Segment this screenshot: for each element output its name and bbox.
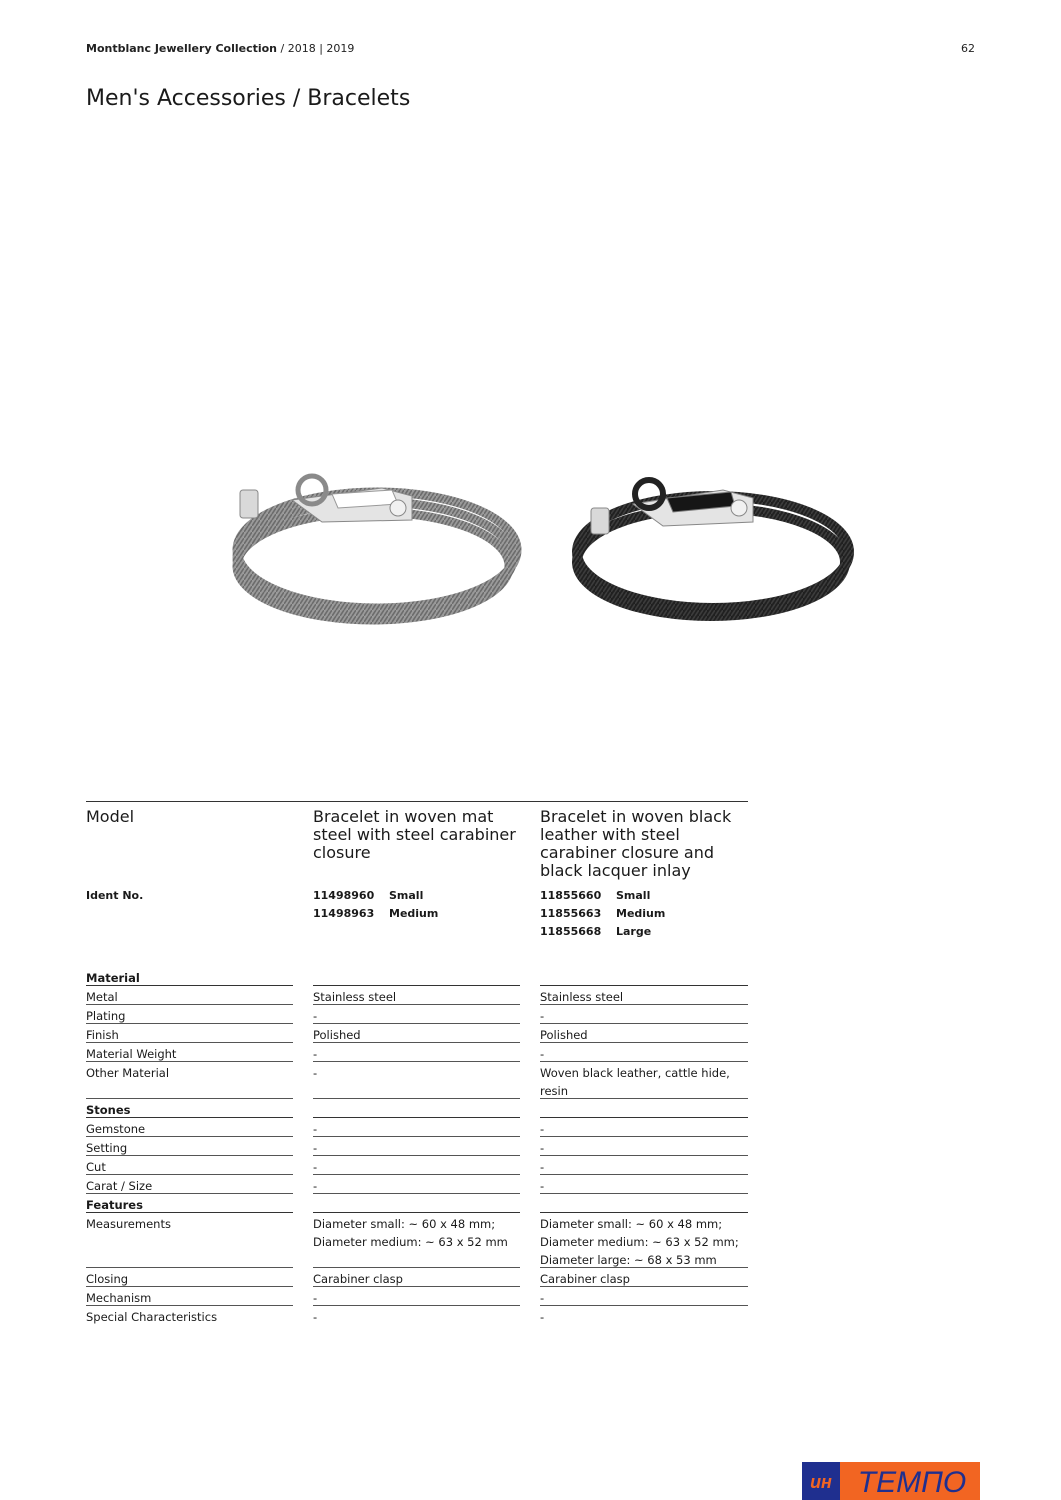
logo-prefix: ин xyxy=(810,1472,832,1492)
spec-label: Closing xyxy=(86,1268,293,1287)
spec-value-leather: - xyxy=(540,1310,545,1324)
ident-label: Ident No. xyxy=(86,889,144,902)
ident-size: Medium xyxy=(389,907,439,920)
model-name-steel: Bracelet in woven mat steel with steel carabiner closure xyxy=(313,807,516,862)
ident-entry xyxy=(540,905,748,923)
spec-value-leather: Woven black leather, cattle hide, resin xyxy=(540,1062,748,1099)
spec-label: Cut xyxy=(86,1156,293,1175)
ident-number: 11855663 xyxy=(540,907,602,920)
spec-label: Features xyxy=(86,1194,293,1213)
collection-period: / 2018 | 2019 xyxy=(277,42,355,55)
intempo-logo xyxy=(802,1462,980,1500)
spec-row-setting xyxy=(86,1137,748,1156)
spec-label: Carat / Size xyxy=(86,1175,293,1194)
spec-value-steel: Carabiner clasp xyxy=(313,1268,520,1287)
spec-label: Stones xyxy=(86,1099,293,1118)
page-number: 62 xyxy=(961,42,975,55)
spec-value-steel: - xyxy=(313,1175,520,1194)
spec-label: Mechanism xyxy=(86,1287,293,1306)
spec-row-material xyxy=(86,967,748,986)
spec-value-steel: Polished xyxy=(313,1024,520,1043)
spec-value-steel: Stainless steel xyxy=(313,986,520,1005)
spec-label: Plating xyxy=(86,1005,293,1024)
ident-row xyxy=(86,887,748,957)
spec-value-steel: - xyxy=(313,1062,520,1099)
ident-number: 11855668 xyxy=(540,925,602,938)
spec-label: Special Characteristics xyxy=(86,1310,218,1324)
model-label: Model xyxy=(86,807,135,826)
spec-value-steel: - xyxy=(313,1118,520,1137)
spec-row-finish xyxy=(86,1024,748,1043)
spec-value-steel: Diameter small: ~ 60 x 48 mm; Diameter medium: ~ 63 x 52 mm xyxy=(313,1213,520,1268)
spec-label: Material Weight xyxy=(86,1043,293,1062)
spec-value-leather: - xyxy=(540,1287,748,1306)
model-row xyxy=(86,801,748,891)
spec-value-steel: - xyxy=(313,1310,318,1324)
ident-entry xyxy=(313,905,520,923)
spec-value-steel: - xyxy=(313,1005,520,1024)
spec-label: Gemstone xyxy=(86,1118,293,1137)
spec-value-leather xyxy=(540,1099,748,1118)
spec-row-other-material xyxy=(86,1062,748,1099)
spec-row-mechanism xyxy=(86,1287,748,1306)
spec-value-leather: Carabiner clasp xyxy=(540,1268,748,1287)
spec-row-material-weight xyxy=(86,1043,748,1062)
spec-value-steel xyxy=(313,1194,520,1213)
spec-value-leather: - xyxy=(540,1005,748,1024)
ident-number: 11855660 xyxy=(540,889,602,902)
spec-label: Measurements xyxy=(86,1213,293,1268)
logo-name: ТЕМПО xyxy=(857,1466,967,1499)
running-header xyxy=(86,42,354,55)
ident-size: Large xyxy=(616,925,652,938)
spec-value-leather: Diameter small: ~ 60 x 48 mm; Diameter medium: ~ 63 x 52 mm; Diameter large: ~ 68 x 53 mm xyxy=(540,1213,748,1268)
spec-value-leather: - xyxy=(540,1137,748,1156)
page-title: Men's Accessories / Bracelets xyxy=(86,86,411,111)
spec-row-gemstone xyxy=(86,1118,748,1137)
spec-row-special-characteristics xyxy=(86,1306,748,1325)
spec-value-steel: - xyxy=(313,1137,520,1156)
spec-value-steel: - xyxy=(313,1043,520,1062)
spec-row-features xyxy=(86,1194,748,1213)
ident-entry xyxy=(540,887,748,905)
spec-row-plating xyxy=(86,1005,748,1024)
ident-entry xyxy=(313,887,520,905)
model-name-leather: Bracelet in woven black leather with steel carabiner closure and black lacquer inlay xyxy=(540,807,732,880)
spec-value-steel: - xyxy=(313,1287,520,1306)
spec-label: Finish xyxy=(86,1024,293,1043)
spec-value-steel xyxy=(313,967,520,986)
spec-value-leather: - xyxy=(540,1043,748,1062)
brand-name: Montblanc Jewellery Collection xyxy=(86,42,278,55)
ident-list-steel xyxy=(313,887,520,923)
spec-row-measurements xyxy=(86,1213,748,1268)
spec-row-stones xyxy=(86,1099,748,1118)
ident-size: Small xyxy=(389,889,424,902)
spec-row-closing xyxy=(86,1268,748,1287)
spec-value-leather: - xyxy=(540,1118,748,1137)
spec-value-leather: Stainless steel xyxy=(540,986,748,1005)
spec-value-leather xyxy=(540,967,748,986)
bracelet-woven-steel-photo xyxy=(212,460,542,670)
spec-label: Setting xyxy=(86,1137,293,1156)
bracelet-woven-black-leather-photo xyxy=(563,460,893,670)
ident-size: Small xyxy=(616,889,651,902)
spec-label: Other Material xyxy=(86,1062,293,1099)
spec-label: Material xyxy=(86,967,293,986)
spec-value-leather: - xyxy=(540,1156,748,1175)
spec-row-metal xyxy=(86,986,748,1005)
spec-row-cut xyxy=(86,1156,748,1175)
spec-label: Metal xyxy=(86,986,293,1005)
spec-value-steel: - xyxy=(313,1156,520,1175)
spec-value-steel xyxy=(313,1099,520,1118)
ident-number: 11498960 xyxy=(313,889,375,902)
ident-number: 11498963 xyxy=(313,907,375,920)
ident-entry xyxy=(540,923,748,941)
ident-list-leather xyxy=(540,887,748,941)
spec-row-carat-size xyxy=(86,1175,748,1194)
spec-value-leather: - xyxy=(540,1175,748,1194)
spec-value-leather xyxy=(540,1194,748,1213)
spec-value-leather: Polished xyxy=(540,1024,748,1043)
ident-size: Medium xyxy=(616,907,666,920)
